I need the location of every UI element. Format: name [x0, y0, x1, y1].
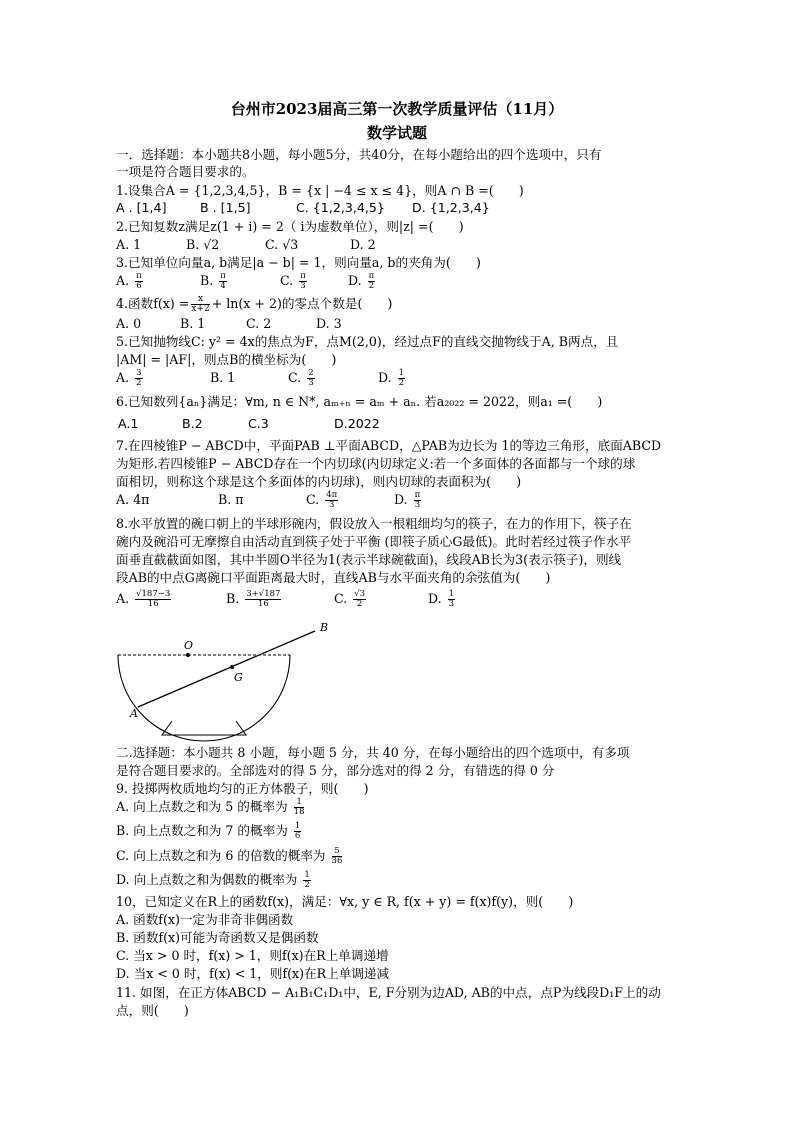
fraction-denominator: 3 — [308, 378, 314, 388]
fraction-denominator: 16 — [147, 599, 159, 609]
q9-option-text: B. 向上点数之和为 7 的概率为 — [116, 823, 288, 838]
q9-option-fraction — [332, 847, 343, 866]
q10-stem: 10，已知定义在R上的函数f(x)，满足：∀x, y ∈ R, f(x + y) = f(x)f(y)，则( ) — [116, 894, 574, 909]
q2-option-c: C. √3 — [265, 237, 299, 252]
q5-option-c — [288, 369, 315, 388]
section1-line2: 一项是符合题目要求的。 — [116, 164, 255, 179]
q8-line1: 8.水平放置的碗口朝上的半球形碗内，假设放入一根粗细均匀的筷子，在力的作用下，筷子在 — [116, 516, 632, 531]
label-o: O — [184, 639, 194, 652]
fraction-denominator: 6 — [294, 831, 301, 841]
q3-option-fraction — [299, 272, 307, 291]
q1-option-a: A . [1,4] — [116, 200, 167, 215]
q2-stem: 2.已知复数z满足z(1 + i) = 2（ i为虚数单位），则|z| =( ) — [116, 219, 464, 234]
q3-option-fraction — [368, 272, 376, 291]
label-b: B — [320, 621, 329, 634]
q5-option-d — [378, 369, 405, 388]
fraction-denominator: 3 — [448, 599, 455, 609]
q9-option-a — [116, 798, 304, 817]
q1-stem: 1.设集合A = {1,2,3,4,5}，B = {x | −4 ≤ x ≤ 4}，则A ∩ B =( ) — [116, 183, 524, 198]
fraction-numerator: √187−3 — [136, 589, 171, 599]
q2-option-b: B. √2 — [186, 237, 220, 252]
q10-option-d: D. 当x < 0 时，f(x) < 1，则f(x)在R上单调递减 — [116, 966, 390, 981]
q7-option-b — [218, 491, 244, 508]
q10-option-b: B. 函数f(x)可能为奇函数又是偶函数 — [116, 930, 319, 945]
q7-option-letter: A. 4π — [116, 492, 150, 507]
q9-option-fraction — [303, 871, 310, 890]
q4-fraction-den: x+2 — [191, 304, 210, 314]
section2-line2: 是符合题目要求的。全部选对的得 5 分，部分选对的得 2 分，有错选的得 0 分 — [116, 763, 555, 778]
fraction-numerator: 5 — [332, 847, 343, 857]
fraction-numerator: 3 — [136, 368, 142, 378]
q4-option-d: D. 3 — [316, 316, 342, 331]
q9-option-text: D. 向上点数之和为偶数的概率为 — [116, 872, 298, 887]
q10-option-c: C. 当x > 0 时，f(x) > 1，则f(x)在R上单调递增 — [116, 948, 389, 963]
fraction-numerator: 1 — [398, 368, 405, 378]
q11-line1: 11. 如图，在正方体ABCD − A₁B₁C₁D₁中，E, F分别为边AD, AB的中点，点P为线段D₁F上的动 — [116, 985, 661, 1000]
q4-fraction — [191, 295, 209, 314]
fraction-numerator: 1 — [304, 870, 310, 880]
q7-line2: 为矩形.若四棱锥P − ABCD存在一个内切球(内切球定义:若一个多面体的各面都与一个球的球 — [116, 456, 636, 471]
q3-option-letter: B. — [200, 273, 214, 288]
q7-option-letter: D. — [394, 492, 408, 507]
fraction-denominator: 2 — [356, 599, 363, 609]
q3-option-fraction — [219, 272, 227, 291]
fraction-denominator: 36 — [331, 856, 343, 866]
q3-option-b — [200, 272, 227, 291]
fraction-numerator: π — [300, 271, 306, 281]
section1-line1: 一．选择题：本小题共8小题，每小题5分，共40分，在每小题给出的四个选项中，只有 — [116, 147, 602, 162]
q9-option-text: A. 向上点数之和为 5 的概率为 — [116, 799, 288, 814]
q6-stem: 6.已知数列{aₙ}满足：∀m, n ∈ N*, aₘ₊ₙ = aₘ + aₙ. 若a₂₀₂₂ = 2022，则a₁ =( ) — [116, 394, 603, 409]
q5-option-letter: A. — [116, 370, 130, 385]
q8-option-letter: B. — [226, 591, 240, 606]
q7-option-d — [394, 491, 421, 510]
q6-option-a: A.1 — [118, 416, 139, 431]
q5-option-fraction — [135, 369, 142, 388]
fraction-numerator: π — [220, 271, 226, 281]
q9-stem: 9. 投掷两枚质地均匀的正方体骰子，则( ) — [116, 781, 369, 796]
q9-option-fraction — [294, 822, 301, 841]
q4-stem — [116, 295, 392, 314]
q3-option-letter: D. — [348, 273, 362, 288]
q8-option-fraction — [448, 590, 455, 609]
exam-subtitle: 数学试题 — [366, 124, 427, 142]
q3-stem: 3.已知单位向量a, b满足|a − b| = 1，则向量a, b的夹角为( ) — [116, 255, 481, 270]
label-g: G — [234, 671, 243, 684]
fraction-denominator: 4 — [220, 281, 226, 291]
q5-stem-line1: 5.已知抛物线C: y² = 4x的焦点为F，点M(2,0)，经过点F的直线交抛物线于A, B两点，且 — [116, 334, 619, 349]
fraction-denominator: 3 — [328, 500, 335, 510]
fraction-denominator: 3 — [414, 500, 421, 510]
q6-option-c: C.3 — [248, 416, 269, 431]
fraction-numerator: 1 — [294, 798, 305, 808]
q9-option-b — [116, 822, 301, 841]
q3-option-letter: A. — [116, 273, 130, 288]
q6-option-b: B.2 — [182, 416, 203, 431]
q11-line2: 点，则( ) — [116, 1003, 189, 1018]
fraction-denominator: 2 — [368, 281, 375, 291]
bowl-semicircle — [118, 655, 290, 741]
q5-option-letter: D. — [378, 370, 392, 385]
q1-option-d: D. {1,2,3,4} — [412, 200, 490, 215]
q7-option-c — [306, 491, 338, 510]
q7-option-letter: B. π — [218, 492, 244, 507]
q9-option-text: C. 向上点数之和为 6 的倍数的概率为 — [116, 848, 326, 863]
fraction-numerator: 1 — [294, 821, 301, 831]
q9-option-fraction — [294, 798, 305, 817]
fraction-denominator: 2 — [304, 880, 310, 890]
q7-option-fraction — [414, 491, 422, 510]
q9-option-d — [116, 871, 311, 890]
point-g — [230, 665, 234, 669]
q8-line4: 段AB的中点G离碗口平面距离最大时，直线AB与水平面夹角的余弦值为( ) — [116, 570, 551, 585]
fraction-numerator: π — [414, 490, 421, 500]
q8-option-fraction — [245, 590, 281, 609]
q3-option-a — [116, 272, 143, 291]
q3-option-c — [280, 272, 307, 291]
label-a: A — [130, 707, 138, 720]
fraction-numerator: π — [136, 271, 142, 281]
q3-option-d — [348, 272, 375, 291]
fraction-denominator: 3 — [300, 281, 306, 291]
q5-option-letter: C. — [288, 370, 302, 385]
q8-option-b — [226, 590, 281, 609]
q8-option-c — [334, 590, 366, 609]
q4-option-b: B. 1 — [180, 316, 206, 331]
fraction-numerator: 2 — [308, 368, 314, 378]
fraction-numerator: 3+√187 — [246, 589, 281, 599]
q3-option-fraction — [135, 272, 143, 291]
q5-stem-line2: |AM| = |AF|，则点B的横坐标为( ) — [116, 352, 337, 367]
q8-line2: 碗内及碗沿可无摩擦自由活动直到筷子处于平衡 (即筷子质心G最低)。此时若经过筷子作水平 — [116, 534, 632, 549]
q8-option-letter: D. — [428, 591, 442, 606]
q8-option-a — [116, 590, 171, 609]
q5-option-b — [210, 369, 235, 386]
q7-line1: 7.在四棱锥P − ABCD中，平面PAB ⊥平面ABCD，△PAB为边长为 1的等边三角形，底面ABCD — [116, 438, 662, 453]
q2-option-d: D. 2 — [350, 237, 376, 252]
q8-line3: 面垂直截截面如图，其中半圆O半径为1(表示半球碗截面)，线段AB长为3(表示筷子)，则线 — [116, 552, 622, 567]
q5-option-letter: B. 1 — [210, 370, 236, 385]
fraction-denominator: 2 — [398, 378, 405, 388]
q7-option-letter: C. — [306, 492, 320, 507]
q5-option-fraction — [398, 369, 405, 388]
fraction-numerator: 4π — [326, 490, 338, 500]
q1-option-b: B . [1,5] — [200, 200, 251, 215]
bowl-base — [162, 721, 246, 735]
q6-option-d: D.2022 — [334, 416, 380, 431]
q4-option-a: A. 0 — [116, 316, 142, 331]
q5-option-a — [116, 369, 143, 388]
q10-option-a: A. 函数f(x)一定为非奇非偶函数 — [116, 912, 294, 927]
q9-option-c — [116, 847, 342, 866]
fraction-denominator: 16 — [257, 599, 269, 609]
q3-option-letter: C. — [280, 273, 294, 288]
fraction-numerator: 1 — [448, 589, 455, 599]
q8-option-fraction — [353, 590, 366, 609]
q7-line3: 面相切，则称这个球是这个多面体的内切球)，则内切球的表面积为( ) — [116, 474, 522, 489]
fraction-numerator: √3 — [354, 589, 366, 599]
q7-option-fraction — [325, 491, 338, 510]
fraction-denominator: 18 — [293, 807, 305, 817]
bowl-chopstick-figure — [110, 615, 350, 745]
q4-stem-pre: 4.函数f(x) = — [116, 296, 190, 311]
q1-option-c: C. {1,2,3,4,5} — [296, 200, 385, 215]
q7-option-a — [116, 491, 149, 508]
point-o — [186, 653, 190, 657]
fraction-numerator: π — [368, 271, 375, 281]
exam-title: 台州市2023届高三第一次教学质量评估（11月） — [230, 100, 564, 118]
q4-option-c: C. 2 — [246, 316, 272, 331]
q4-stem-post: + ln(x + 2)的零点个数是( ) — [211, 296, 393, 311]
q2-option-a: A. 1 — [116, 237, 142, 252]
fraction-denominator: 2 — [136, 378, 142, 388]
q8-option-letter: A. — [116, 591, 130, 606]
q4-fraction-num: x — [191, 295, 209, 305]
q8-option-d — [428, 590, 455, 609]
fraction-denominator: 6 — [136, 281, 142, 291]
q5-option-fraction — [307, 369, 314, 388]
q8-option-letter: C. — [334, 591, 348, 606]
section2-line1: 二.选择题：本小题共 8 小题，每小题 5 分，共 40 分，在每小题给出的四个选项中，有多项 — [116, 745, 630, 760]
q8-option-fraction — [135, 590, 171, 609]
